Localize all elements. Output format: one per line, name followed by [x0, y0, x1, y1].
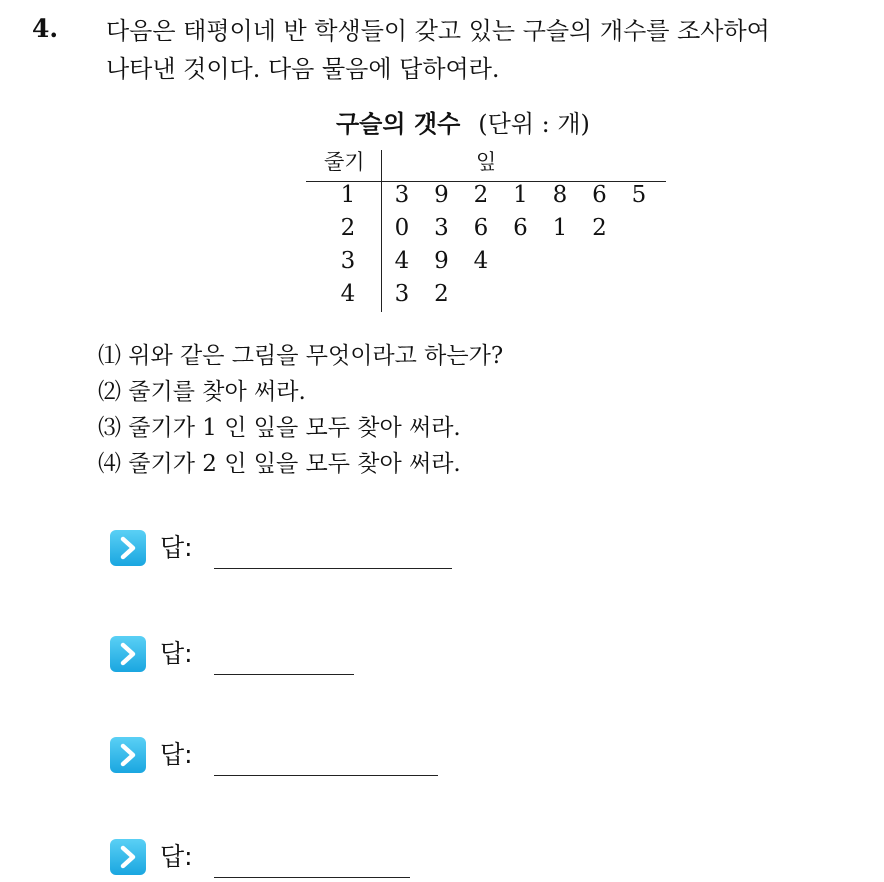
- leaf-header: 잎: [476, 150, 497, 174]
- table-unit: (단위 : 개): [478, 110, 590, 138]
- answer-field[interactable]: [214, 568, 452, 569]
- answer-field[interactable]: [214, 775, 438, 776]
- table-title-text: 구슬의 갯수: [336, 109, 461, 138]
- stem-value: 4: [340, 281, 356, 307]
- sub-question: ⑶ 줄기가 1 인 잎을 모두 찾아 써라.: [98, 415, 461, 441]
- leaf-value: 9: [434, 248, 449, 274]
- stem-leaf-row: [306, 248, 666, 280]
- leaf-value: 6: [513, 215, 528, 241]
- stem-value: 3: [340, 248, 356, 274]
- chevron-right-icon: [110, 636, 146, 672]
- stem-value: 2: [340, 215, 356, 241]
- sub-questions: [98, 338, 503, 482]
- leaf-value: 6: [592, 182, 607, 208]
- answer-label: 답:: [160, 842, 193, 871]
- leaf-value: 3: [394, 281, 410, 307]
- leaf-value: 1: [513, 182, 528, 208]
- sub-question: ⑴ 위와 같은 그림을 무엇이라고 하는가?: [98, 343, 504, 369]
- sub-question: ⑷ 줄기가 2 인 잎을 모두 찾아 써라.: [98, 451, 461, 477]
- leaf-value: 4: [394, 248, 410, 274]
- leaf-value: 6: [473, 215, 489, 241]
- leaf-value: 3: [434, 215, 449, 241]
- table-title: [336, 104, 590, 139]
- chevron-right-icon: [110, 530, 146, 566]
- stem-and-leaf-plot: [306, 146, 666, 312]
- leaf-value: 1: [552, 215, 568, 241]
- question-number: 4.: [32, 14, 59, 43]
- answer-label: 답:: [160, 740, 193, 769]
- answer-label: 답:: [160, 533, 193, 562]
- stem-leaf-row: [306, 215, 666, 247]
- leaf-value: 9: [434, 182, 449, 208]
- leaf-value: 2: [592, 215, 607, 241]
- sub-question: ⑵ 줄기를 찾아 써라.: [98, 379, 306, 405]
- chevron-right-icon: [110, 839, 146, 875]
- stem-leaf-row: [306, 182, 666, 214]
- stem-value: 1: [340, 182, 356, 208]
- answer-field[interactable]: [214, 877, 410, 878]
- leaf-value: 2: [434, 281, 449, 307]
- stem-leaf-row: [306, 281, 666, 313]
- leaf-value: 3: [394, 182, 410, 208]
- question-stem: [106, 12, 876, 88]
- question-stem-line: 나타낸 것이다. 다음 물음에 답하여라.: [106, 55, 500, 83]
- leaf-value: 0: [394, 215, 410, 241]
- leaf-value: 8: [552, 182, 568, 208]
- answer-field[interactable]: [214, 674, 354, 675]
- leaf-value: 4: [473, 248, 489, 274]
- leaf-value: 2: [473, 182, 489, 208]
- answer-label: 답:: [160, 639, 193, 668]
- question-stem-line: 다음은 태평이네 반 학생들이 갖고 있는 구슬의 개수를 조사하여: [106, 17, 770, 45]
- stem-header: 줄기: [324, 150, 365, 174]
- chevron-right-icon: [110, 737, 146, 773]
- leaf-value: 5: [631, 182, 647, 208]
